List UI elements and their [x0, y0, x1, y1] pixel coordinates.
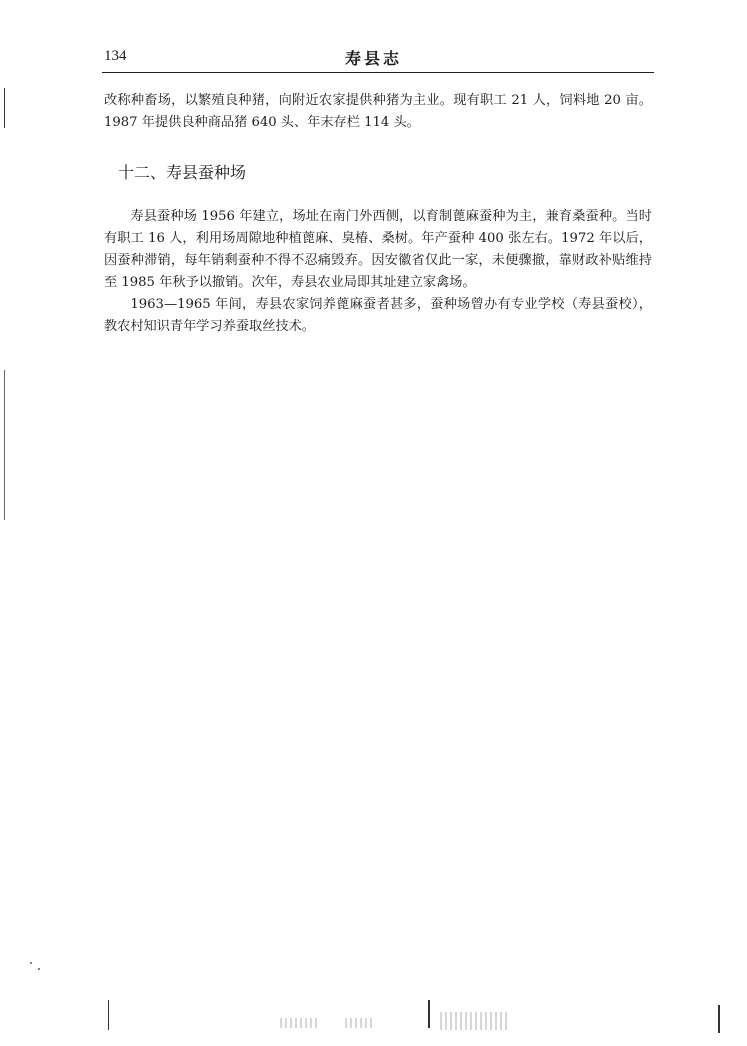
- page-number: 134: [104, 48, 127, 64]
- scan-speck: [38, 968, 40, 970]
- scan-edge-line: [108, 1000, 109, 1030]
- running-title: 寿县志: [344, 49, 402, 68]
- scan-edge-line: [718, 1005, 720, 1033]
- scan-edge-line: [4, 88, 5, 128]
- scan-noise: [280, 1018, 320, 1028]
- section-heading: 十二、寿县蚕种场: [118, 163, 247, 182]
- scan-noise: [345, 1018, 375, 1028]
- scan-edge-line: [4, 370, 5, 520]
- header-rule: [102, 72, 654, 73]
- body-paragraph-1: 寿县蚕种场 1956 年建立，场址在南门外西侧，以育制蓖麻蚕种为主，兼育桑蚕种。当时有职工 16 人，利用场周隙地种植蓖麻、臭椿、桑树。年产蚕种 400 张左右。1972 年以后，因蚕种滞销，每年销剩蚕种不得不忍痛毁弃。因安徽省仅此一家，未便骤撤，靠财政补贴维持至 1985 年秋予以撤销。次年，寿县农业局即其址建立家禽场。: [104, 209, 652, 290]
- page-body: [104, 90, 652, 338]
- continuation-paragraph: 改称种畜场，以繁殖良种猪，向附近农家提供种猪为主业。现有职工 21 人，饲料地 20 亩。1987 年提供良种商品猪 640 头、年末存栏 114 头。: [104, 93, 652, 130]
- scan-speck: [30, 962, 32, 964]
- scan-noise: [440, 1012, 510, 1030]
- scan-edge-line: [428, 1000, 430, 1028]
- body-paragraph-2: 1963—1965 年间，寿县农家饲养蓖麻蚕者甚多，蚕种场曾办有专业学校（寿县蚕校），教农村知识青年学习养蚕取丝技术。: [104, 297, 652, 334]
